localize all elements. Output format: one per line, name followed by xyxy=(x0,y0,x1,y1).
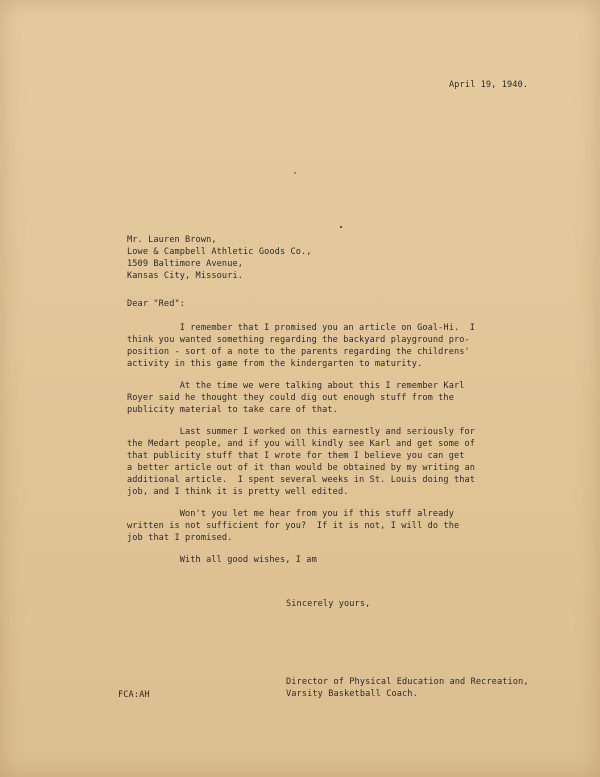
recipient-line: Mr. Lauren Brown, xyxy=(127,235,217,245)
body-line: job that I promised. xyxy=(127,533,233,543)
body-line: that publicity stuff that I wrote for them I believe you can get xyxy=(127,451,465,461)
recipient-line: Kansas City, Missouri. xyxy=(127,271,244,281)
body-line: publicity material to take care of that. xyxy=(127,405,338,415)
body-line: I remember that I promised you an article on Goal-Hi. I xyxy=(127,323,476,333)
body-line: position - sort of a note to the parents regarding the childrens' xyxy=(127,347,470,357)
body-line: additional article. I spent several weeks in St. Louis doing that xyxy=(127,475,476,485)
body-line: Won't you let me hear from you if this stuff already xyxy=(127,509,454,519)
body-line: written is not sufficient for you? If it is not, I will do the xyxy=(127,521,460,531)
paper-speck xyxy=(294,172,296,174)
body-line: Royer said he thought they could dig out enough stuff from the xyxy=(127,393,454,403)
signature-line: Director of Physical Education and Recreation, xyxy=(286,677,529,687)
letter-date: April 19, 1940. xyxy=(449,80,529,90)
signature-line: Varsity Basketball Coach. xyxy=(286,689,418,699)
body-line: a better article out of it than would be obtained by my writing an xyxy=(127,463,476,473)
body-line: With all good wishes, I am xyxy=(127,555,317,565)
recipient-line: 1509 Baltimore Avenue, xyxy=(127,259,244,269)
body-line: Last summer I worked on this earnestly and seriously for xyxy=(127,427,476,437)
body-line: At the time we were talking about this I remember Karl xyxy=(127,381,465,391)
salutation: Dear "Red": xyxy=(127,299,186,309)
complimentary-closing: Sincerely yours, xyxy=(286,599,371,609)
body-line: activity in this game from the kindergarten to maturity. xyxy=(127,359,423,369)
body-line: job, and I think it is pretty well edited. xyxy=(127,487,349,497)
paper-speck xyxy=(340,226,342,228)
recipient-line: Lowe & Campbell Athletic Goods Co., xyxy=(127,247,312,257)
reference-initials: FCA:AH xyxy=(118,690,150,700)
body-line: the Medart people, and if you will kindly see Karl and get some of xyxy=(127,439,476,449)
body-line: think you wanted something regarding the backyard playground pro- xyxy=(127,335,470,345)
